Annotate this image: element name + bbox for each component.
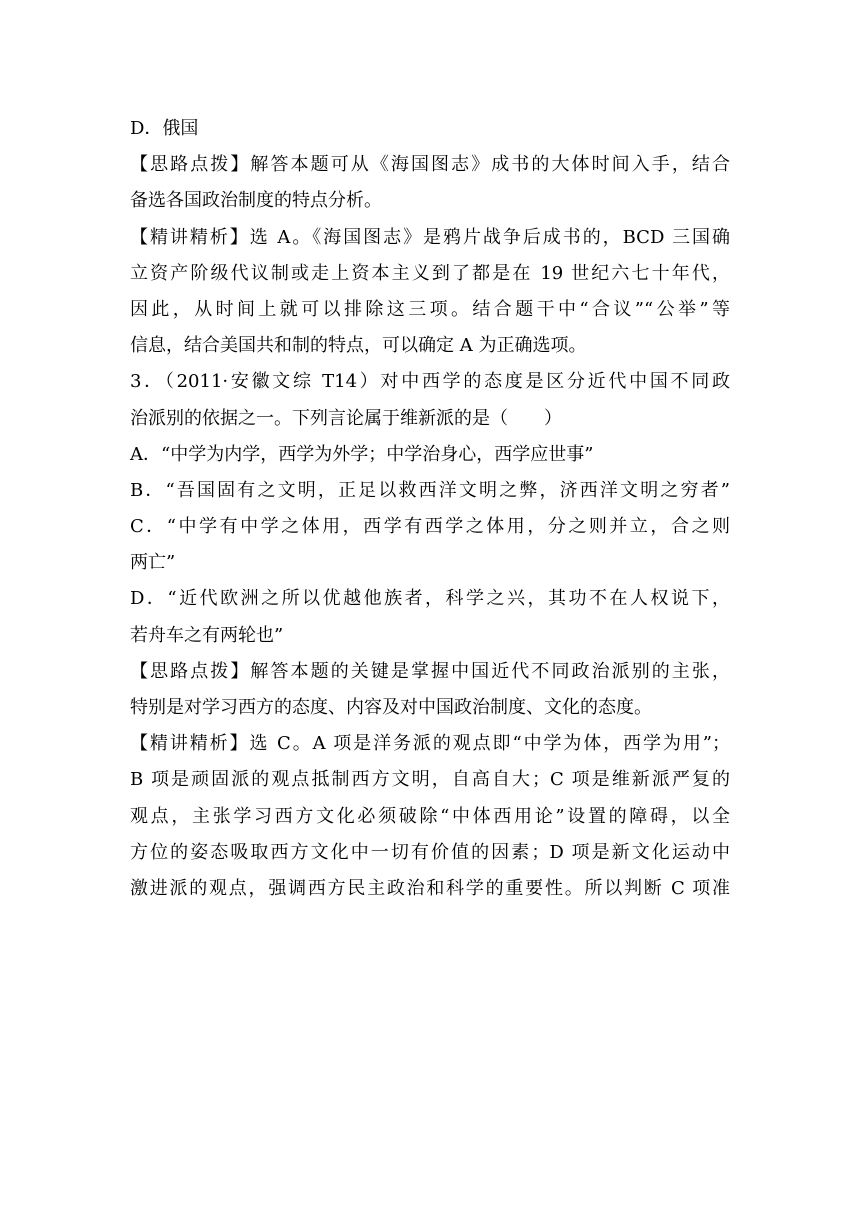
option-d-line: 若舟车之有两轮也” xyxy=(130,624,284,646)
hint-text-line: 备选各国政治制度的特点分析。 xyxy=(130,190,382,212)
analysis-text-line: 因此，从时间上就可以排除这三项。结合题干中“合议”“公举”等 xyxy=(130,298,730,320)
analysis-heading-line: 【精讲精析】选 A。《海国图志》是鸦片战争后成书的，BCD 三国确 xyxy=(130,226,730,248)
document-body xyxy=(130,111,730,907)
option-d-line: D．“近代欧洲之所以优越他族者，科学之兴，其功不在人权说下， xyxy=(130,588,730,610)
question-stem-line: 治派别的依据之一。下列言论属于维新派的是（ ） xyxy=(130,407,562,429)
analysis-text-line: B 项是顽固派的观点抵制西方文明，自高自大；C 项是维新派严复的 xyxy=(130,769,730,791)
option-c-line: 两亡” xyxy=(130,552,176,574)
analysis-heading-line: 【精讲精析】选 C。A 项是洋务派的观点即“中学为体，西学为用”； xyxy=(130,733,730,755)
analysis-text-line: 激进派的观点，强调西方民主政治和科学的重要性。所以判断 C 项准 xyxy=(130,877,730,899)
hint-heading-line: 【思路点拨】解答本题可从《海国图志》成书的大体时间入手，结合 xyxy=(130,154,730,176)
option-c-line: C．“中学有中学之体用，西学有西学之体用，分之则并立，合之则 xyxy=(130,516,730,538)
hint-text-line: 特别是对学习西方的态度、内容及对中国政治制度、文化的态度。 xyxy=(130,697,652,718)
option-b-line: B．“吾国固有之文明，正足以救西洋文明之弊，济西洋文明之穷者” xyxy=(130,479,730,501)
option-d-text: D．俄国 xyxy=(130,118,199,139)
analysis-text-line: 信息，结合美国共和制的特点，可以确定 A 为正确选项。 xyxy=(130,335,587,357)
analysis-text-line: 立资产阶级代议制或走上资本主义到了都是在 19 世纪六七十年代， xyxy=(130,262,730,284)
analysis-text-line: 方位的姿态吸取西方文化中一切有价值的因素；D 项是新文化运动中 xyxy=(130,841,730,863)
hint-heading-line: 【思路点拨】解答本题的关键是掌握中国近代不同政治派别的主张， xyxy=(130,660,730,682)
question-stem-line: 3．（2011·安徽文综 T14）对中西学的态度是区分近代中国不同政 xyxy=(130,371,730,393)
option-a-line: A．“中学为内学，西学为外学；中学治身心，西学应世事” xyxy=(130,443,594,465)
analysis-text-line: 观点，主张学习西方文化必须破除“中体西用论”设置的障碍，以全 xyxy=(130,805,730,827)
